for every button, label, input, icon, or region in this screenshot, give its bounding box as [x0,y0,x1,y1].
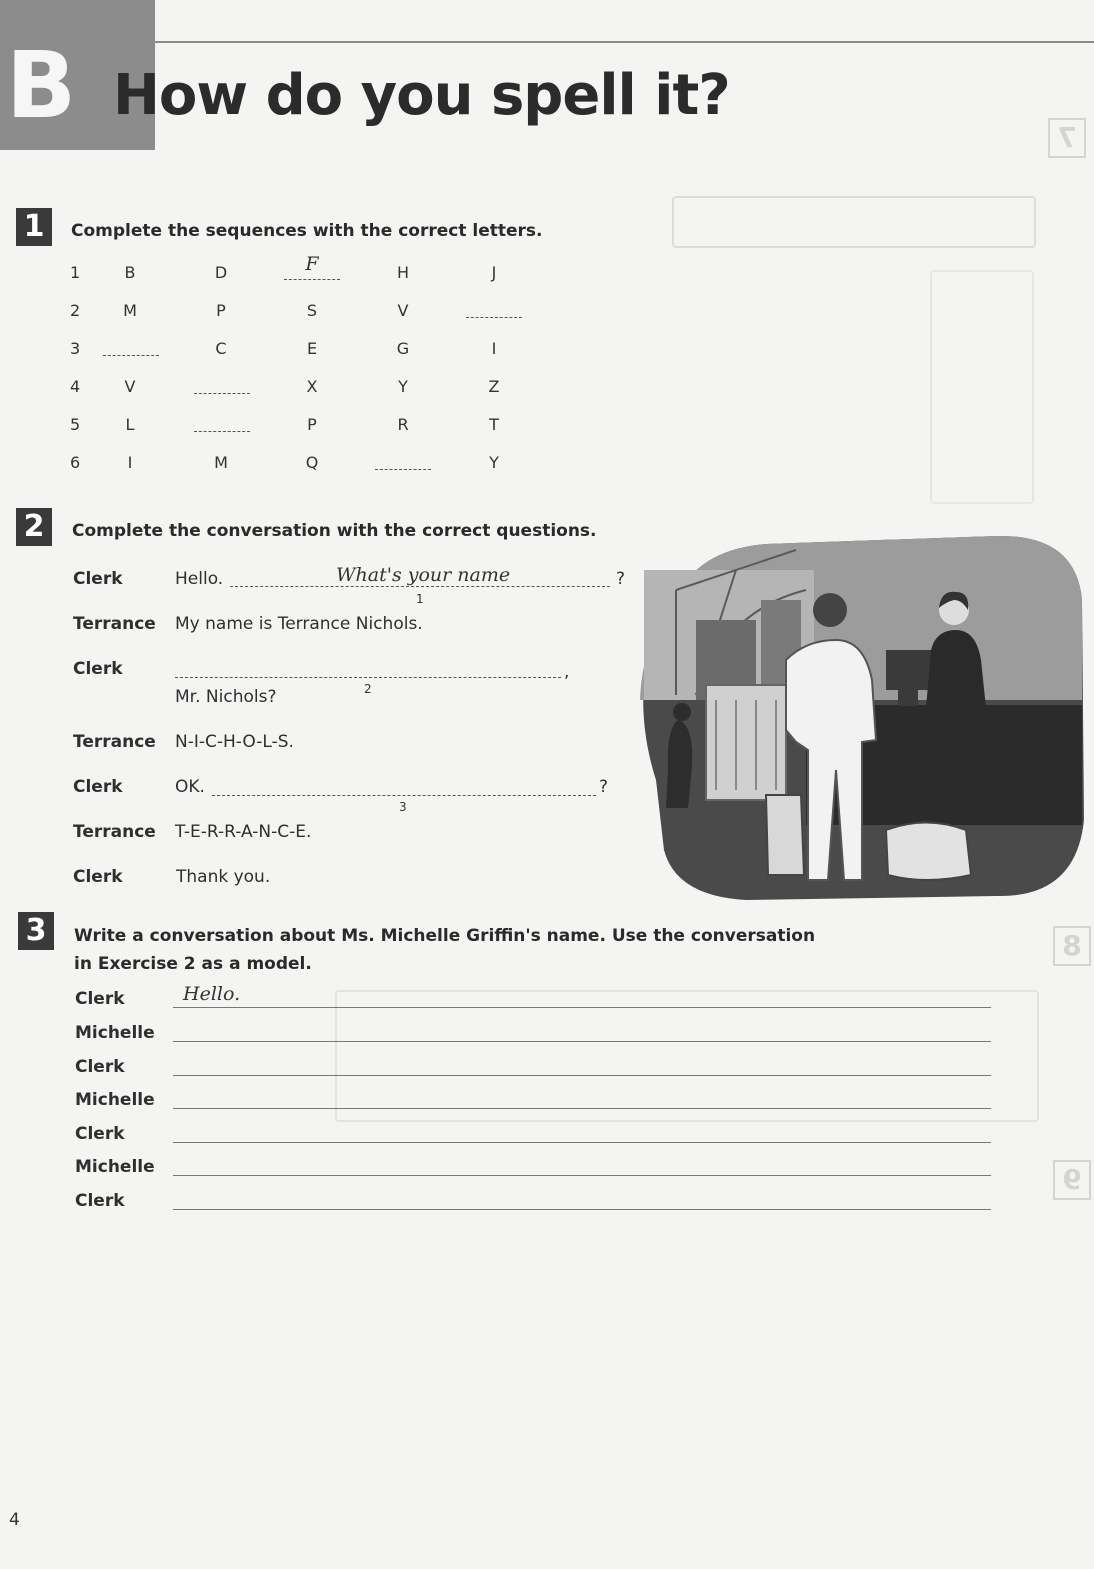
exercise-2-number: 2 [16,508,52,546]
answer-number: 3 [399,800,407,814]
line-text: Thank you. [176,867,271,887]
seq-letter: I [127,453,133,472]
seq-letter: L [125,415,135,434]
suitcase [766,795,804,875]
answer-line[interactable] [212,794,596,796]
row-number: 2 [70,301,81,320]
seq-letter: D [214,263,228,282]
blank-line[interactable] [375,468,431,470]
seq-letter: B [124,263,136,282]
speaker-label: Clerk [73,867,123,887]
write-line[interactable] [173,1174,991,1176]
ghost-exercise-8-icon: 8 [1053,926,1091,966]
handwritten-answer: Hello. [183,983,241,1005]
seq-letter: Q [305,453,319,472]
write-line[interactable] [173,1107,991,1109]
speaker-label: Clerk [75,989,125,1009]
write-line[interactable] [173,1006,991,1008]
seq-letter: I [491,339,497,358]
blank-line[interactable] [194,392,250,394]
row-number: 5 [70,415,81,434]
line-text: N-I-C-H-O-L-S. [175,732,294,752]
speaker-label: Clerk [73,777,123,797]
seq-letter: S [306,301,318,320]
ghost-exercise-7-icon: 7 [1048,118,1086,158]
ghost-box [930,270,1034,504]
speaker-label: Michelle [75,1023,155,1043]
write-line[interactable] [173,1141,991,1143]
page-title: How do you spell it? [113,63,730,128]
seq-answer: F [305,253,319,275]
top-rule [155,41,1094,43]
row-number: 6 [70,453,81,472]
answer-number: 1 [416,592,424,606]
question-mark: ? [616,569,626,589]
speaker-label: Terrance [73,822,156,842]
seq-letter: Z [488,377,500,396]
speaker-label: Michelle [75,1090,155,1110]
line-text: OK. [175,777,205,797]
ghost-exercise-9-icon: 9 [1053,1160,1091,1200]
section-letter: B [6,32,77,139]
seq-letter: M [214,453,228,472]
seq-letter: T [489,415,499,434]
seq-letter: C [215,339,227,358]
ghost-box [672,196,1036,248]
row-number: 3 [70,339,81,358]
hotel-reception-illustration [636,530,1086,902]
speaker-label: Clerk [75,1124,125,1144]
comma: , [564,662,570,682]
row-number: 4 [70,377,81,396]
seq-letter: V [124,377,136,396]
blank-line[interactable] [284,278,340,280]
page-number: 4 [9,1510,20,1530]
speaker-label: Clerk [75,1057,125,1077]
speaker-label: Michelle [75,1157,155,1177]
seq-letter: P [216,301,226,320]
seq-letter: J [491,263,497,282]
seq-letter: M [123,301,137,320]
answer-number: 2 [364,682,372,696]
speaker-label: Terrance [73,614,156,634]
exercise-3-instruction-line1: Write a conversation about Ms. Michelle Griffin's name. Use the conversation [74,926,816,946]
exercise-2-instruction: Complete the conversation with the correct questions. [72,521,597,541]
exercise-1-instruction: Complete the sequences with the correct letters. [71,221,543,241]
exercise-3-instruction-line2: in Exercise 2 as a model. [74,954,312,974]
blank-line[interactable] [194,430,250,432]
exercise-1-number: 1 [16,208,52,246]
write-line[interactable] [173,1074,991,1076]
line-text: Mr. Nichols? [175,687,277,707]
duffel-bag [886,823,971,881]
question-mark: ? [599,777,609,797]
seq-letter: H [396,263,410,282]
line-text: Hello. [175,569,224,589]
row-number: 1 [70,263,81,282]
speaker-label: Terrance [73,732,156,752]
seq-letter: E [306,339,318,358]
ghost-table [335,990,1039,1122]
exercise-3-number: 3 [18,912,54,950]
write-line[interactable] [173,1040,991,1042]
write-line[interactable] [173,1208,991,1210]
seq-letter: P [307,415,317,434]
seq-letter: G [396,339,410,358]
blank-line[interactable] [103,354,159,356]
seq-letter: R [397,415,409,434]
speaker-label: Clerk [73,569,123,589]
door [706,685,786,800]
seq-letter: V [397,301,409,320]
seq-letter: X [306,377,318,396]
handwritten-answer: What's your name [336,564,511,586]
seq-letter: Y [398,377,408,396]
seq-letter: Y [489,453,499,472]
line-text: T-E-R-R-A-N-C-E. [175,822,312,842]
speaker-label: Clerk [75,1191,125,1211]
blank-line[interactable] [466,316,522,318]
speaker-label: Clerk [73,659,123,679]
answer-line[interactable] [175,676,561,678]
line-text: My name is Terrance Nichols. [175,614,423,634]
